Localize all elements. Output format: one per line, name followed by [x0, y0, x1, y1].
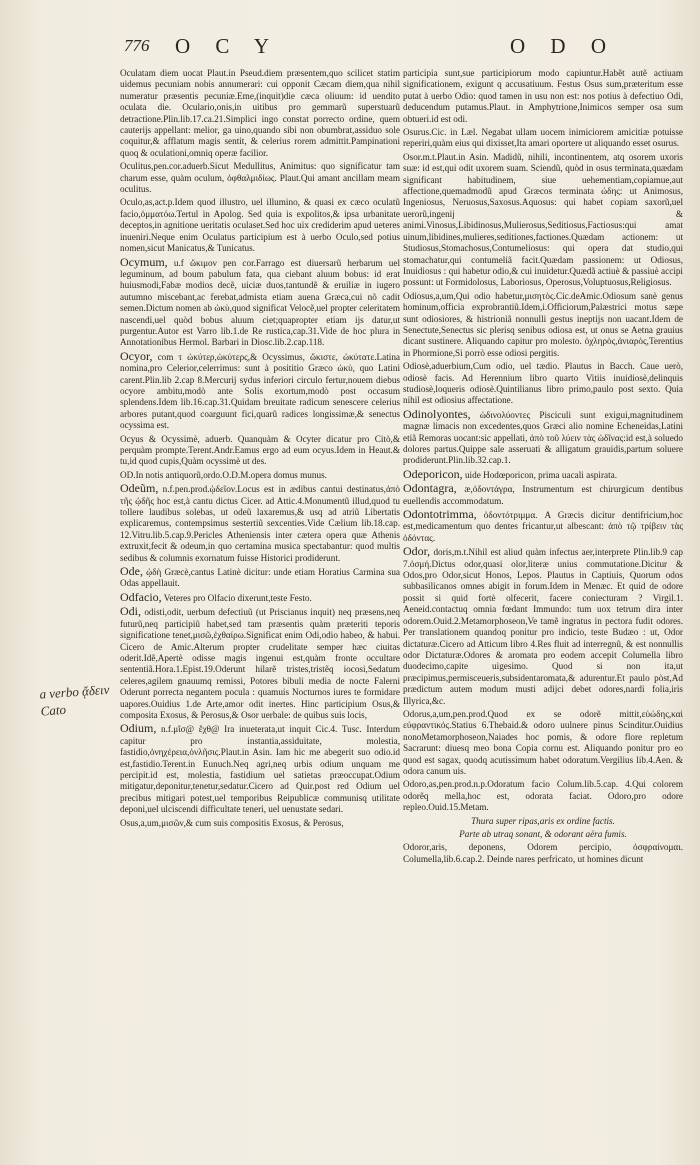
dictionary-entry [403, 842, 683, 865]
entry-headword: Odeporicon, [403, 466, 463, 481]
dictionary-entry [403, 152, 683, 289]
entry-headword: Odinolyontes, [403, 406, 471, 421]
dictionary-entry [403, 406, 684, 467]
entry-headword: Ode, [120, 564, 143, 579]
entry-text: Oculo,as,act.p.Idem quod illustro, uel illumino, & quasi ex cæco oculatũ facio,ὀμματόω.Tertul in Apolog. Sed quia is expolitos,& ipsa urbanitate deceptos,in agnitione ueritatis oculaset.Sed hoc uix crediderim apud ueteres inueniri.Neque enim Oculatus participium est à uerbo Oculo,sed potius nomen,sicut Manicatus,& Tunicatus. [120, 197, 400, 254]
entry-headword: Odfacio, [120, 589, 162, 604]
dictionary-entry [120, 161, 400, 195]
entry-text: æ,ὀδοντάγρα, Instrumentum est chirurgicum dentibus euellendis accommodatum. [403, 484, 683, 506]
entry-text: participia sunt,sue participiorum modo capiuntur.Habẽt autẽ actiuam significationem, exigunt q accusatiuum. Festus Osus sum,præteritum esse putat à uerbo Odio: quod tamen in usu non est: nos potius à defectiuo Odi, deducendum putamus.Plaut. in Amphytrione,Inimicos semper osa sum obtueri.id est odi. [403, 68, 683, 124]
running-head-left: O C Y [175, 34, 280, 58]
dictionary-entry [403, 127, 683, 150]
entry-text: Oculatam diem uocat Plaut.in Pseud.diem præsentem,quo scilicet statim uidemus pecuniam nobis annumerari: cui opponit Cæcam diem,qua nihil numeratur præsentis pecuniæ.Eme,(inquit)die cæca oliuum: id uendito oculata die. Oculario,onis,in uitibus pro gemmarũ superstuarũ detractione.Plin.lib.17.ca.21.Simplici ingo constat porrecto ordine, quem cauterijs appellant: melior, ga uino,quando sibi non obumbrat,assiduo sole coquitur,& afflatum magis sentit, & celerius rorem admittit.Pampinationi quoq & oculationi,omniq operæ facilior. [120, 68, 400, 158]
dictionary-entry [120, 348, 400, 432]
entry-text: Odorus,a,um,pen.prod.Quod ex se odorẽ mittit,εὐώδης,καὶ εὐφραντικός.Statius 6.Thebaid.& odoro uulnere pinus Scinditur.Ouidius nonoMetamorphoseon,Naiades hoc pomis, & odore flore repletum Sacrarunt: diuesq meo bona Copia cornu est. Aliquando ponitur pro eo quod est sagax, quodq acutissimum habet odoratum.Vergilius lib.4.Aen. & odora canum uis. [403, 708, 683, 776]
entry-text: Veteres pro Olfacio dixerunt,teste Festo. [163, 592, 312, 603]
dictionary-entry [403, 816, 683, 827]
dictionary-entry [120, 723, 400, 815]
dictionary-entry [120, 606, 400, 721]
entry-text: ᾠδὴ Græcè,cantus Latinè dicitur: unde etiam Horatius Carmina sua Odas appellauit. [120, 567, 401, 589]
entry-text: Parte ab utraq sonant, & odorant aëra fumis. [459, 829, 627, 839]
dictionary-entry [120, 434, 400, 468]
dictionary-entry [403, 466, 683, 481]
entry-text: Odoror,aris, deponens, Odorem percipio, ὀσφραίνομαι. Columella,lib.6.cap.2. Deinde nares perfricato, ut homines dicunt [403, 842, 683, 864]
entry-headword: Ocymum, [120, 254, 168, 269]
entry-text: n.f.pen.prod.ᾠδεῖον.Locus est in ædibus cantui destinatus,ἀπὸ τῆς ᾠδῆς hoc est,à cantu dictus Cicer. ad Attic.4.Monumentũ illud,quod tu tollere laudibus solebas, ut odeũ laxaremus,& usq ad atriũ Libertatis explicaremus, contempsimus sestertiũ sexcenties.Vide Cælium lib.18.cap. 12.Vitru.lib.5.cap.9.Pericles Atheniensis inter cætera opera quæ Athenis extruxit,fecit & odeum,in quo certamina musica spectabantur: quod multis sedibus & columnis exornatum fuisse Historici prodiderunt. [120, 484, 400, 563]
entry-text: Osor.m.t.Plaut.in Asin. Madidũ, nihili, incontinentem, atq osorem uxoris suæ: id est,qui odit uxorem suam. Sciendũ, quòd in osus terminata,quædam significant habitudinem, siue uehementiam,copiamue,aut affectione,quemadmodũ apud Græcos terminata ώδης: ut Animosus, Ingeniosus, Neruosus,Saxosus.Aquosus: qui habet copiam saxorũ,uel uerorũ,ingenij & animi.Vinosus,Libidinosus,Mulierosus,Seditiosus,Factiosus:qui amat uinum,libidines,mulieres,seditiones,factiones.Quædam actionem: ut Studiosus,Stomachosus,Contumeliosus: qui opera dat studio,qui stomachatur,qui contumeliã facit.Quædam passionem: ut Odiosus, Inuidiosus : qui habetur odio,& cui inuidetur.Quædã actiuè & passiuè accipi possunt: ut Formidolosus, Laboriosus, Operosus,Voluptuosus,Religiosus. [403, 151, 683, 288]
page-header [100, 34, 680, 60]
dictionary-entry [403, 829, 683, 840]
entry-text: odisti,odit, uerbum defectiuũ (ut Priscianus inquit) neq præsens,neq futurũ,neq participiũ habet,sed tam præsentis quàm præteriti teporis significatione tenet,μισῶ,ἐχθαίρω.Significat enim Odi,odio habeo, & habui. Cicero de Amic.Alterum propter crudelitate semper hæc ciuitas oderit.Idẽ,Apertè odisse magis ingenui est,quàm fronte occultare sententiã.Hora.1.Epist.19.Oderunt hilarẽ tristes,tristẽq iocosi,Sedatum celeres,agilem gnauumq remissi, Potores bibuli media de nocte Falerni Oderunt porrecta negantem pocula : quamuis Nocturnos iures te formidare uapores.Ouidius 1.de Arte,amor odit inertes. Hinc participium Osus,& composita Exosus, & Perosus,& Osor uerbale: de quibus suis locis, [120, 607, 400, 720]
dictionary-entry [120, 818, 400, 829]
entry-text: Odoro,as,pen.prod.n.p.Odoratum facio Colum.lib.5.cap. 4.Qui colorem odorẽq mella,hoc est, odorata faciat. Odoro,pro odore repleo.Ouid.15.Metam. [403, 779, 683, 813]
dictionary-entry [403, 68, 683, 125]
dictionary-entry [120, 254, 400, 349]
entry-headword: Odeũm, [120, 481, 159, 496]
dictionary-entry [120, 566, 400, 590]
entry-headword: Odontotrimma, [403, 507, 477, 522]
dictionary-entry [403, 709, 683, 777]
entry-headword: Odium, [120, 721, 157, 736]
dictionary-entry [120, 483, 400, 564]
entry-text: Osurus.Cic. in Læl. Negabat ullam uocem inimiciorem amicitiæ potuisse reperiri,quàm eius qui dixisset,Ita amari oportere ut aliquando esset osurus. [403, 127, 683, 149]
entry-text: OD.In notis antiquorũ,ordo.O.D.M.opera domus munus. [120, 469, 327, 480]
entry-text: Thura super ripas,aris ex ordine factis. [471, 815, 615, 826]
entry-headword: Odi, [120, 604, 141, 619]
entry-text: ὠδινολύοντες Pisciculi sunt exigui,magnitudinem magnæ limacis non excedentes,quos Græci alio nomine Echeneidas,Latini etiã Remoras uocant:sic appellati, ἀπὸ τοῦ λύειν τὰς ὠδῖνας:id est,à soluedo dolores partus.Quippe sale asseruati & alligatum grauidis,partum soluere prodiderunt.Plin.lib.32.cap.1. [403, 409, 684, 466]
dictionary-entry [403, 546, 683, 707]
entry-text: n.f.μῖσ@ ἔχθ@ Ira inueterata,ut inquit Cic.4. Tusc. Interdum capitur pro instantia,assiduitate, molestia, fastidio,ὀνηχέρεια,ὀνλῆσις.Plaut.in Asin. Iam hic me abegerit suo odio.id est,fastidio.Terent.in Eunuch.Neq agri,neq urbis odium unquam me percipit.id est, molestia, fastidium uel satietas præoccupat.Odium mitigatur,deponitur,tenetur,sedatur.Cicero ad Quir.post red Odium uel precibus mitigari potest,uel temporibus Reipublicæ communisq utilitate deponi,uel ulciscendi difficultate teneri, uel uenustate sedari. [120, 724, 400, 815]
entry-text: Odiosè,aduerbium,Cum odio, uel tædio. Plautus in Bacch. Caue uerò, odiosè facis. Ad Herennium libro quarto Vitiis inuidiosè,delinquis studiosè,loqueris odiosè.Quintilianus libro primo,paulo post sexto. Quia nihil est odiosius affectatione. [403, 361, 683, 406]
entry-text: Oculitus,pen.cor.aduerb.Sicut Medullitus, Animitus: quo significatur tam charum esse, quàm oculum, ὀφθαλμιδίως. Plaut.Qui amant ancillam meam oculitus. [120, 161, 400, 195]
page-number: 776 [124, 36, 150, 55]
dictionary-entry [403, 291, 683, 359]
dictionary-entry [403, 361, 683, 407]
entry-text: doris,m.t.Nihil est aliud quàm infectus aer,interprete Plin.lib.9 cap 7.ὀσμή.Dictus odor,quasi olor,literæ unius commutatione.Dicitur & Odos,pro Odor,sicut Honos, Lepos. Plautus in Captiuis, Quorum odos subbasilicanos omnes abigit in forum.Idem in Menæc. Et quid de odore possit si quid fortè olfecerit, facere coniecturam ? Virgil.1. Aeneid.contactuq omnia fœdant Immundo: tum uox tetrum dira inter odorem.Ouid.2.Metamorphoseon,Ve tamẽ ingratus in pectora fudit odores. Per translationem quandoq ponitur pro indicio, teste Budæo : ut, Odor dictaturæ.Cicero ad Atticum libro 4.Res fluit ad interregnũ, & est nonnullis odor Dictaturæ.Odores & aromata pro eodem accepit Columella libro duodecimo,capite uigesimo. Quod si non ita,ut præcipimus,permisceueris,subsidentaromata,& adurentur.Et paulo pòst,Ad prædictum autem modum musti adijci debet odores,nardi folia,iris Illyrica,&c. [403, 547, 683, 706]
running-head-right: O D O [510, 34, 616, 58]
entry-headword: Odontagra, [403, 481, 457, 496]
entry-text: Ocyus & Ocyssimè, aduerb. Quanquàm & Ocyter dicatur pro Citò,& perquàm prompte.Terent.Andr.Eamus ergo ad eum ocyus.Idem in Heaut.& tu,id quod cupis,Quàm ocyssimè ut des. [120, 433, 400, 467]
entry-text: Osus,a,um,μισῶν,& cum suis compositis Exosus, & Perosus, [120, 817, 344, 828]
dictionary-entry [403, 483, 683, 507]
entry-text: com τ ὠκύτερ,ὠκύτερς,& Ocyssimus, ὤκιστε, ὠκύτατε.Latina nomina,pro Celerior,celerrimus: sunt à posititio Græco ὠκὺ, quo Latini carent.Plin.lib 2.cap 8.Mercurij sydus inferiori circulo fertur,nouem diebus ocyore ambitu,modò ante Solis exortum,modò post occasum splendens.Idem lib.16.cap.31.Quidam breuitate radicum senescere celerius arbores putant,quod coarguunt fici,quarũ radices longissimæ,& senectus ocyssima est. [120, 351, 400, 431]
right-column [403, 68, 683, 867]
entry-text: ὀδοντότριμμα. A Græcis dicitur dentifricium,hoc est,medicamentum quo dentes fricantur,ut albescant: ἀπὸ τῷ τρίβειν τὰς ὀδόντας. [403, 510, 683, 543]
entry-text: uide Hodœporicon, prima uacali aspirata. [464, 469, 618, 480]
entry-text: u.f ὤκιμον pen cor.Farrago est diuersarũ herbarum uel leguminum, ad boum pabulum fata, qua ciebant aluum bobus: id erat huiusmodi,Fabæ modios decẽ, uiciæ duos,tantundẽ & eruiliæ in iugero autumno miscebant,ac ferebat,admista etiam auena Græca,cui nõ cadit semen.Dictum nomen ab ὠκὺ,quod significat Velocẽ,uel propter celeritatem nascendi,uel quòd bobus aluum ciet;quapropter etiam ijs datur,ut purgentur.Autor est Varro lib.1.de Re rustica,cap.31.Vide de hoc plura in Annotationibus Hermol. Barbari in Diosc.lib.2.cap.118. [120, 257, 400, 348]
entry-text: Odiosus,a,um,Qui odio habetur,μισητὸς.Cic.deAmic.Odiosum sanè genus hominum,officia exprobrantiũ.Idem,i.Officiorum,Palæstrici motus sæpe sunt odiosiores, & histrioniã nonnulli gestus ineptijs non uacant.Idem de Senectute,Senectus sic plerisq senibus odiosa est, ut onus se Aetna grauius dicant sustinere. Aliquando capitur pro molesto. ὀχληρὸς,ἀνιαρὸς,Terentius in Phormione,Si porrò esse odiosi pergitis. [403, 290, 683, 358]
dictionary-entry [403, 509, 683, 544]
entry-headword: Odor, [403, 544, 431, 559]
dictionary-entry [120, 68, 400, 159]
dictionary-entry [120, 589, 400, 604]
dictionary-entry [403, 779, 683, 813]
handwritten-margin-note: a verbo ᾄδειν Cato [38, 681, 110, 719]
dictionary-entry [120, 470, 400, 481]
left-column [120, 68, 400, 831]
dictionary-entry [120, 197, 400, 254]
entry-headword: Ocyor, [120, 348, 153, 363]
